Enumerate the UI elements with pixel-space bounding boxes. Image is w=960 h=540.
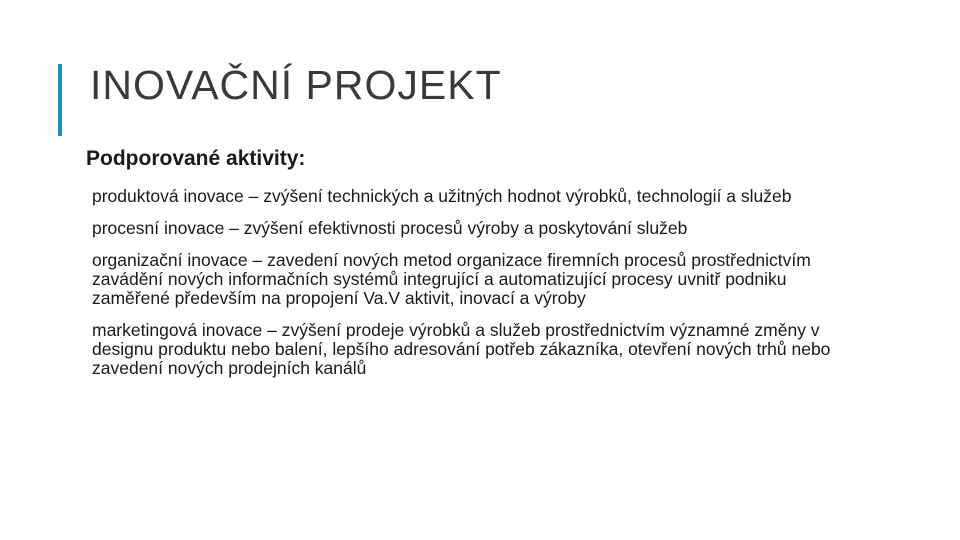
activity-item-process: procesní inovace – zvýšení efektivnosti procesů výroby a poskytování služeb bbox=[92, 218, 688, 238]
activity-list bbox=[92, 187, 862, 394]
slide-title: INOVAČNÍ PROJEKT bbox=[90, 62, 502, 108]
activity-item-marketing: marketingová inovace – zvýšení prodeje výrobků a služeb prostřednictvím významné změny v designu produktu nebo balení, lepšího adresování potřeb zákazníka, otevření nových trhů nebo zavedení nových prodejních kanálů bbox=[92, 320, 831, 378]
activity-item-organizational: organizační inovace – zavedení nových metod organizace firemních procesů prostřednictvím zavádění nových informačních systémů integrující a automatizující procesy uvnitř podniku zaměřené především na propojení Va.V aktivit, inovací a výroby bbox=[92, 250, 811, 308]
activity-item-product: produktová inovace – zvýšení technických a užitných hodnot výrobků, technologií a služeb bbox=[92, 186, 792, 206]
title-accent-bar bbox=[58, 64, 62, 136]
section-subheading: Podporované aktivity: bbox=[86, 147, 306, 170]
